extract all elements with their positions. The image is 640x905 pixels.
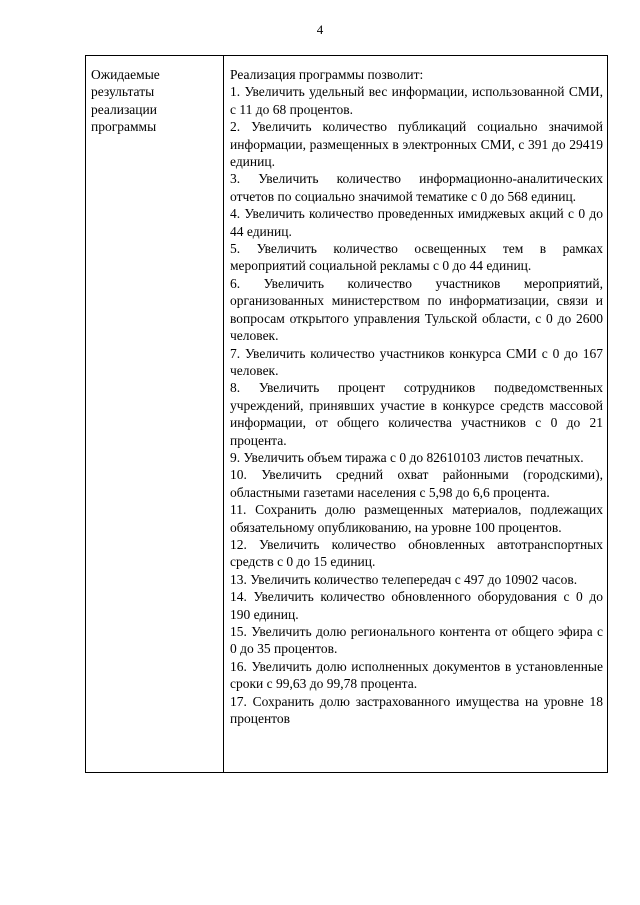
label-text: Ожидаемые результаты реализации программы — [91, 67, 160, 135]
label-cell — [86, 56, 224, 772]
list-item: 16. Увеличить долю исполненных документов в установленные сроки с 99,63 до 99,78 процента. — [230, 658, 603, 692]
intro-text: Реализация программы позволит: — [230, 67, 424, 82]
list-item: 13. Увеличить количество телепередач с 497 до 10902 часов. — [230, 571, 578, 587]
list-item: 14. Увеличить количество обновленного оборудования с 0 до 190 единиц. — [230, 589, 603, 622]
list-item: 6. Увеличить количество участников мероприятий, организованных министерством по информатизации, связи и вопросам открытого управления Тульской области, с 0 до 2600 человек. — [230, 275, 603, 344]
list-item: 9. Увеличить объем тиража с 0 до 82610103 листов печатных. — [230, 449, 584, 465]
list-item: 15. Увеличить долю регионального контента от общего эфира с 0 до 35 процентов. — [230, 624, 603, 657]
list-item: 4. Увеличить количество проведенных имиджевых акций с 0 до 44 единиц. — [230, 206, 603, 239]
list-item: 11. Сохранить долю размещенных материалов, подлежащих обязательному опубликованию, на уровне 100 процентов. — [230, 502, 603, 535]
list-item: 3. Увеличить количество информационно-аналитических отчетов по социально значимой тематике с 0 до 568 единиц. — [230, 171, 603, 204]
page-number: 4 — [316, 22, 324, 37]
results-table — [85, 55, 608, 773]
list-item: 12. Увеличить количество обновленных автотранспортных средств с 0 до 15 единиц. — [230, 536, 603, 570]
results-list — [230, 83, 603, 727]
list-item: 8. Увеличить процент сотрудников подведомственных учреждений, принявших участие в конкурсе средств массовой информации, от общего количества участников с 0 до 21 процента. — [230, 380, 603, 448]
list-item: 17. Сохранить долю застрахованного имущества на уровне 18 процентов — [230, 693, 603, 727]
list-item: 10. Увеличить средний охват районными (городскими), областными газетами населения с 5,98 до 6,6 процента. — [230, 467, 603, 500]
list-item: 7. Увеличить количество участников конкурса СМИ с 0 до 167 человек. — [230, 345, 603, 378]
list-item: 1. Увеличить удельный вес информации, использованной СМИ, с 11 до 68 процентов. — [230, 84, 603, 117]
list-item: 5. Увеличить количество освещенных тем в рамках мероприятий социальной рекламы с 0 до 44 единиц. — [230, 241, 603, 274]
list-item: 2. Увеличить количество публикаций социально значимой информации, размещенных в электронных СМИ, с 391 до 29419 единиц. — [230, 119, 603, 170]
content-cell — [224, 56, 607, 772]
